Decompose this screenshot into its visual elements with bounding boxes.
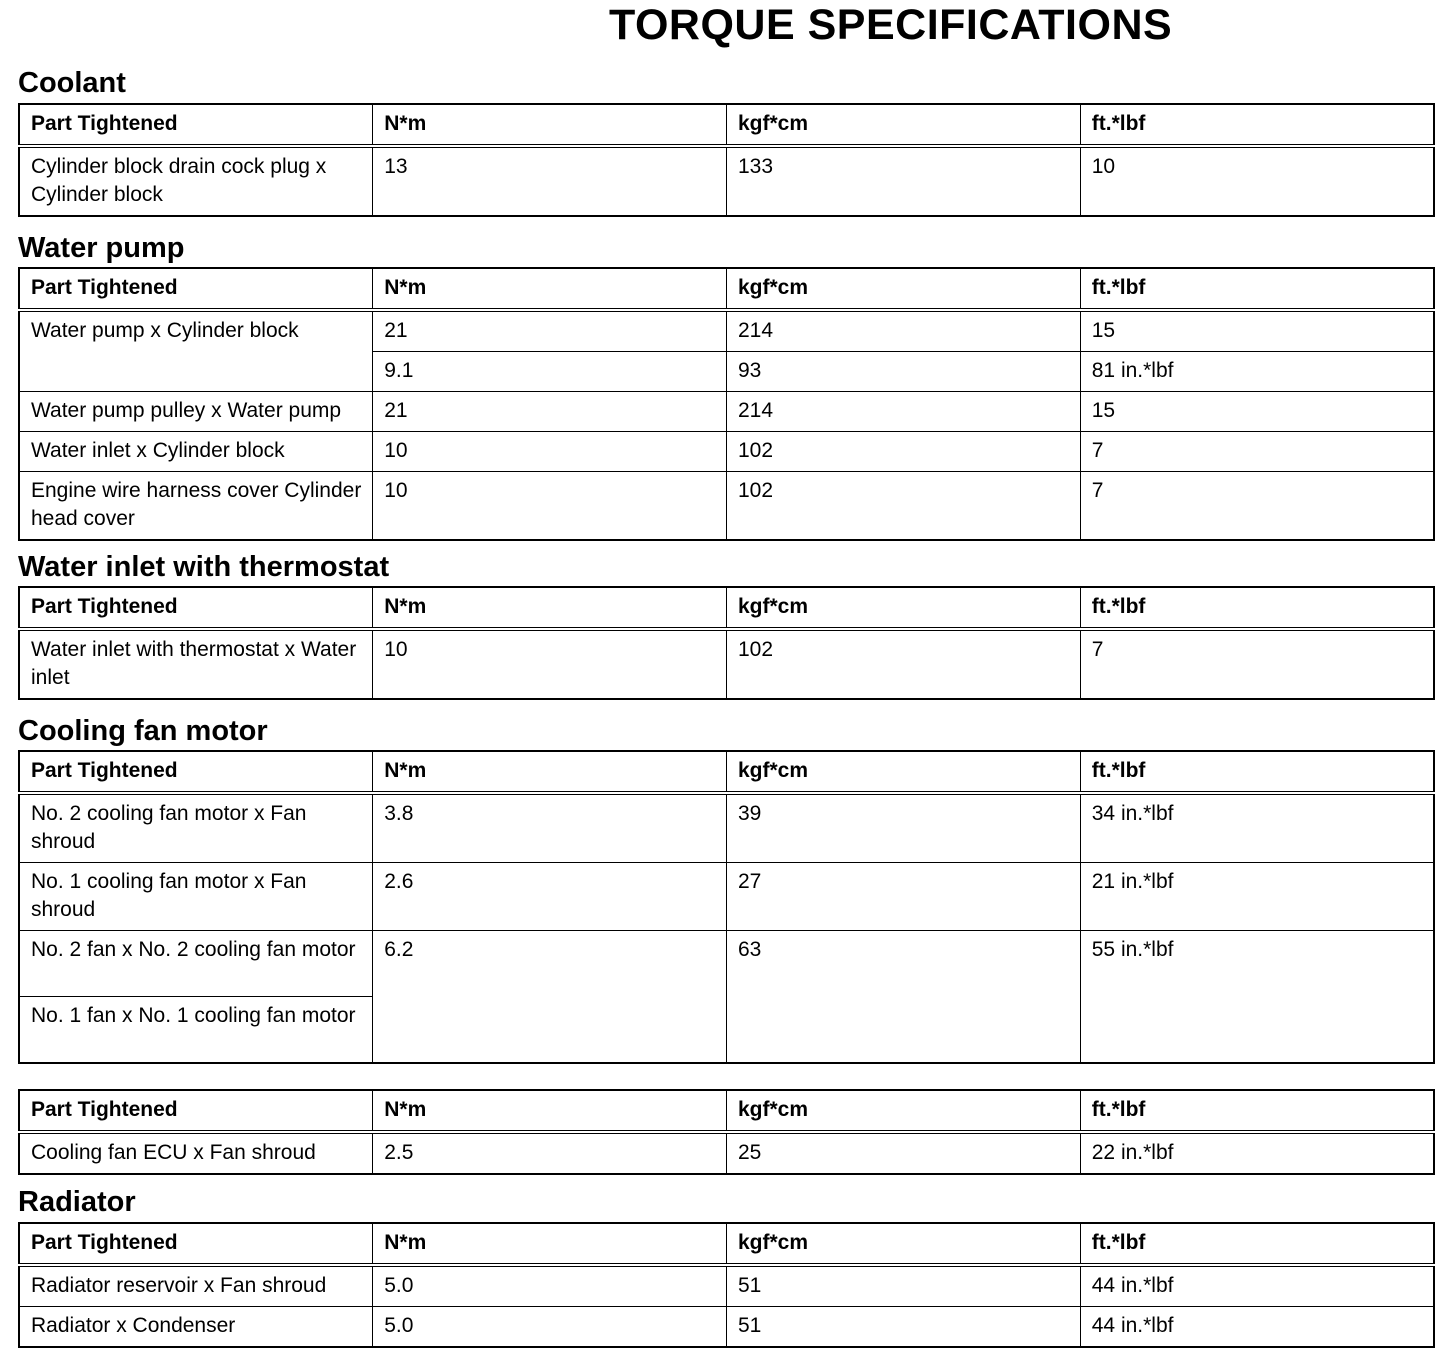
header-row	[19, 104, 1434, 146]
cell-ftlbf: 15	[1080, 310, 1434, 352]
cell-kgfcm: 93	[727, 352, 1081, 392]
table-row	[19, 146, 1434, 216]
cell-nm: 6.2	[373, 931, 727, 1063]
cooling-fan-ecu-table	[18, 1089, 1435, 1175]
section-title-cooling-fan-motor: Cooling fan motor	[18, 715, 268, 747]
cell-nm: 10	[373, 472, 727, 541]
header-row	[19, 1223, 1434, 1265]
cell-kgfcm: 133	[727, 146, 1081, 216]
header-ftlbf: ft.*lbf	[1080, 751, 1434, 793]
cell-kgfcm: 102	[727, 432, 1081, 472]
page-title: TORQUE SPECIFICATIONS	[609, 1, 1173, 49]
cell-ftlbf: 34 in.*lbf	[1080, 793, 1434, 863]
cell-part: Water pump pulley x Water pump	[19, 392, 373, 432]
header-row	[19, 268, 1434, 310]
cell-part: No. 1 cooling fan motor x Fan shroud	[19, 863, 373, 931]
header-nm: N*m	[373, 1223, 727, 1265]
header-ftlbf: ft.*lbf	[1080, 1223, 1434, 1265]
cell-nm: 9.1	[373, 352, 727, 392]
header-nm: N*m	[373, 104, 727, 146]
header-nm: N*m	[373, 751, 727, 793]
cell-kgfcm: 102	[727, 472, 1081, 541]
cell-part: Radiator x Condenser	[19, 1307, 373, 1348]
cell-ftlbf: 55 in.*lbf	[1080, 931, 1434, 1063]
cell-nm: 5.0	[373, 1265, 727, 1307]
cell-part: No. 1 fan x No. 1 cooling fan motor	[19, 997, 373, 1063]
table-row	[19, 863, 1434, 931]
water-inlet-thermostat-table	[18, 586, 1435, 700]
table-row	[19, 629, 1434, 699]
cell-part: Water pump x Cylinder block	[19, 310, 373, 392]
cell-kgfcm: 51	[727, 1265, 1081, 1307]
header-kgfcm: kgf*cm	[727, 1223, 1081, 1265]
table-row	[19, 392, 1434, 432]
cell-nm: 5.0	[373, 1307, 727, 1348]
header-row	[19, 751, 1434, 793]
cell-ftlbf: 7	[1080, 472, 1434, 541]
cell-part: Radiator reservoir x Fan shroud	[19, 1265, 373, 1307]
section-title-water-inlet-thermostat: Water inlet with thermostat	[18, 551, 390, 583]
header-kgfcm: kgf*cm	[727, 1090, 1081, 1132]
header-row	[19, 587, 1434, 629]
table-row	[19, 931, 1434, 997]
table-row	[19, 1265, 1434, 1307]
cell-kgfcm: 25	[727, 1132, 1081, 1174]
table-row	[19, 1307, 1434, 1348]
header-kgfcm: kgf*cm	[727, 104, 1081, 146]
cell-kgfcm: 214	[727, 392, 1081, 432]
cell-ftlbf: 81 in.*lbf	[1080, 352, 1434, 392]
cell-kgfcm: 214	[727, 310, 1081, 352]
header-part: Part Tightened	[19, 1090, 373, 1132]
cell-nm: 21	[373, 310, 727, 352]
header-part: Part Tightened	[19, 587, 373, 629]
cell-kgfcm: 39	[727, 793, 1081, 863]
header-part: Part Tightened	[19, 751, 373, 793]
cell-part: Cylinder block drain cock plug x Cylinder block	[19, 146, 373, 216]
water-pump-table	[18, 267, 1435, 541]
cell-kgfcm: 102	[727, 629, 1081, 699]
section-title-radiator: Radiator	[18, 1186, 136, 1218]
cell-ftlbf: 44 in.*lbf	[1080, 1307, 1434, 1348]
header-nm: N*m	[373, 268, 727, 310]
cell-nm: 2.6	[373, 863, 727, 931]
header-nm: N*m	[373, 587, 727, 629]
cell-ftlbf: 10	[1080, 146, 1434, 216]
header-kgfcm: kgf*cm	[727, 587, 1081, 629]
table-row	[19, 432, 1434, 472]
cell-ftlbf: 7	[1080, 629, 1434, 699]
cell-nm: 10	[373, 432, 727, 472]
cell-part: Water inlet x Cylinder block	[19, 432, 373, 472]
table-row	[19, 310, 1434, 352]
table-row	[19, 1132, 1434, 1174]
coolant-table	[18, 103, 1435, 217]
cell-part: No. 2 fan x No. 2 cooling fan motor	[19, 931, 373, 997]
cell-ftlbf: 7	[1080, 432, 1434, 472]
cell-nm: 3.8	[373, 793, 727, 863]
cell-nm: 21	[373, 392, 727, 432]
cell-ftlbf: 22 in.*lbf	[1080, 1132, 1434, 1174]
header-part: Part Tightened	[19, 1223, 373, 1265]
header-row	[19, 1090, 1434, 1132]
header-kgfcm: kgf*cm	[727, 268, 1081, 310]
cooling-fan-motor-table	[18, 750, 1435, 1064]
cell-part: Water inlet with thermostat x Water inlet	[19, 629, 373, 699]
cell-ftlbf: 15	[1080, 392, 1434, 432]
cell-nm: 10	[373, 629, 727, 699]
section-title-coolant: Coolant	[18, 67, 126, 99]
header-nm: N*m	[373, 1090, 727, 1132]
cell-part: Cooling fan ECU x Fan shroud	[19, 1132, 373, 1174]
header-ftlbf: ft.*lbf	[1080, 104, 1434, 146]
header-part: Part Tightened	[19, 268, 373, 310]
cell-ftlbf: 44 in.*lbf	[1080, 1265, 1434, 1307]
cell-part: No. 2 cooling fan motor x Fan shroud	[19, 793, 373, 863]
cell-kgfcm: 63	[727, 931, 1081, 1063]
header-ftlbf: ft.*lbf	[1080, 587, 1434, 629]
cell-kgfcm: 27	[727, 863, 1081, 931]
cell-ftlbf: 21 in.*lbf	[1080, 863, 1434, 931]
table-row	[19, 793, 1434, 863]
header-ftlbf: ft.*lbf	[1080, 1090, 1434, 1132]
header-ftlbf: ft.*lbf	[1080, 268, 1434, 310]
radiator-table	[18, 1222, 1435, 1348]
table-row	[19, 472, 1434, 541]
cell-kgfcm: 51	[727, 1307, 1081, 1348]
cell-nm: 13	[373, 146, 727, 216]
header-part: Part Tightened	[19, 104, 373, 146]
cell-nm: 2.5	[373, 1132, 727, 1174]
cell-part: Engine wire harness cover Cylinder head cover	[19, 472, 373, 541]
header-kgfcm: kgf*cm	[727, 751, 1081, 793]
section-title-water-pump: Water pump	[18, 232, 185, 264]
